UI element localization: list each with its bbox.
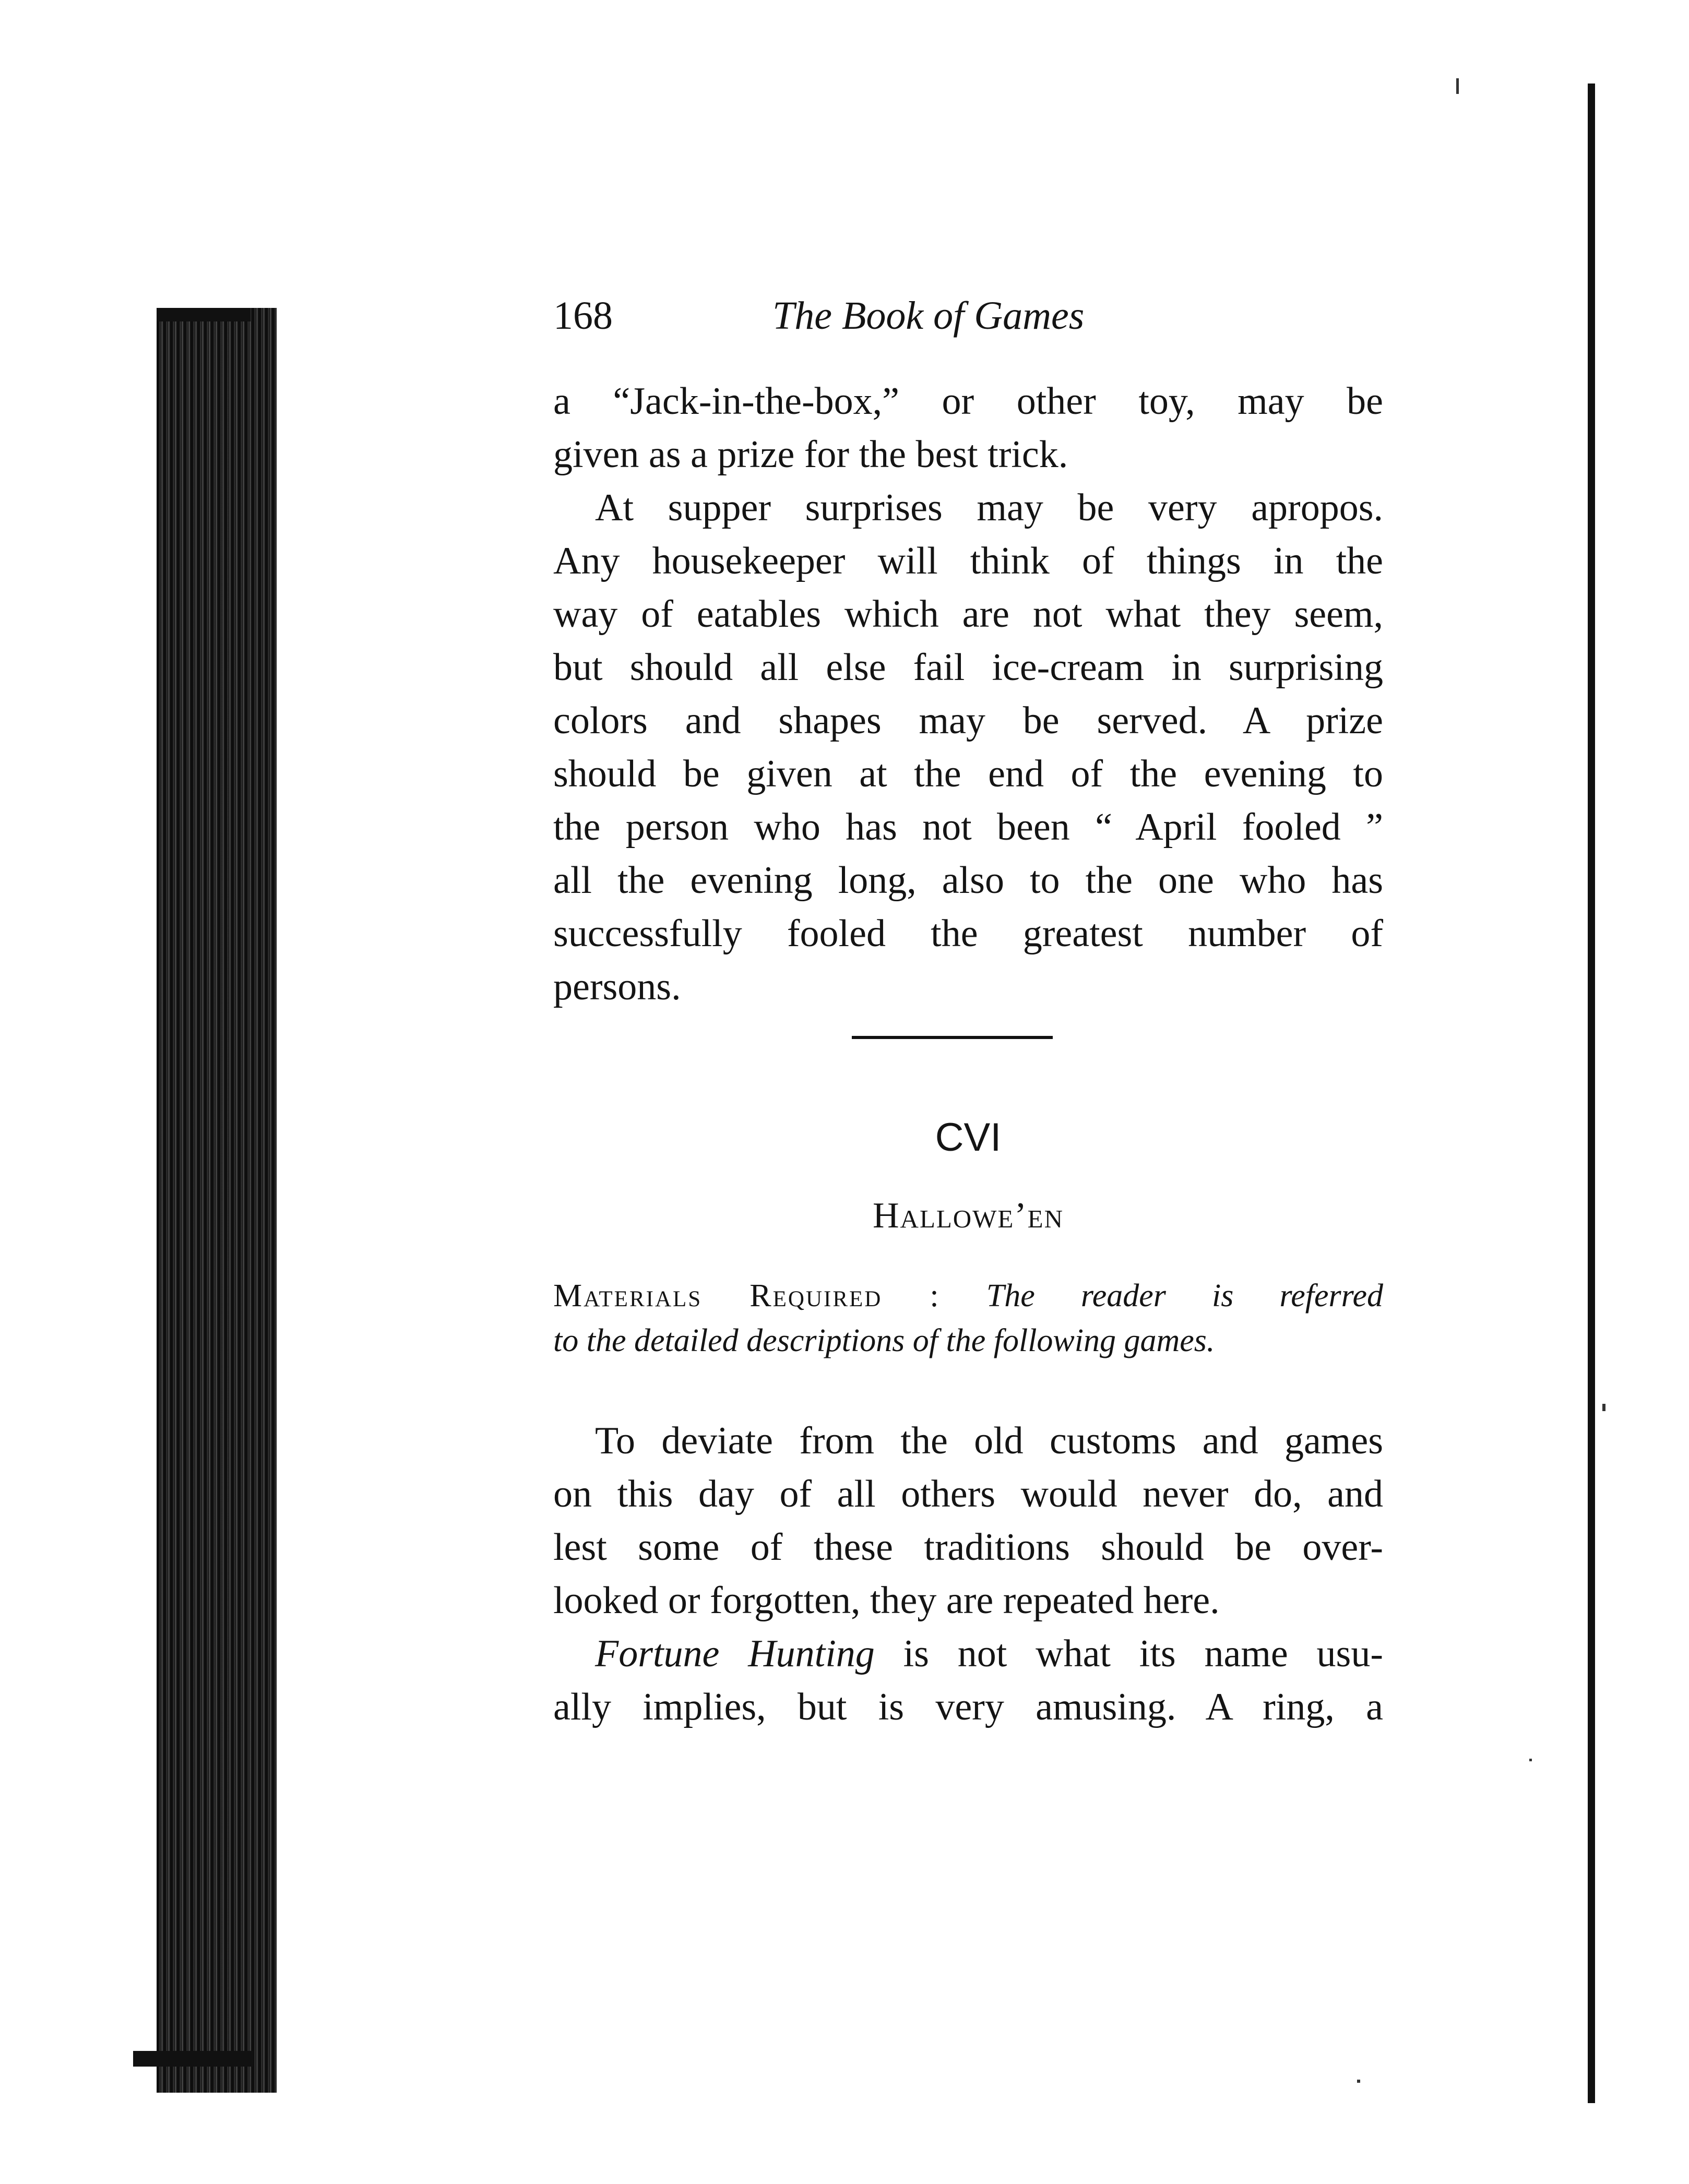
text-line: looked or forgotten, they are repeated here.	[553, 1579, 1220, 1622]
scan-speck	[1529, 1759, 1532, 1761]
text-line: To deviate from the old customs and games	[595, 1419, 1383, 1462]
text-line: should be given at the end of the evening to	[553, 753, 1383, 795]
text-line: but should all else fail ice-cream in surprising	[553, 646, 1383, 689]
text-line: ally implies, but is very amusing. A ring, a	[553, 1686, 1383, 1728]
binding-gutter-shadow	[157, 308, 277, 2093]
paragraph	[553, 481, 1383, 1013]
text-line: all the evening long, also to the one who has	[553, 859, 1383, 902]
materials-text: to the detailed descriptions of the following games.	[553, 1323, 1215, 1358]
text-line: the person who has not been “ April fooled ”	[553, 806, 1383, 849]
page-right-edge	[1588, 83, 1595, 2103]
text-line: successfully fooled the greatest number of	[553, 912, 1383, 955]
text-line	[553, 1627, 1383, 1680]
text-line: persons.	[553, 965, 681, 1008]
paragraph	[553, 375, 1383, 481]
page-header	[553, 287, 1127, 344]
text-line: Any housekeeper will think of things in the	[553, 540, 1383, 582]
paragraph	[553, 1627, 1383, 1734]
section-number: CVI	[935, 1115, 1002, 1160]
text-line: At supper surprises may be very apropos.	[595, 486, 1383, 529]
section-title: Hallowe’en	[873, 1196, 1064, 1236]
text-line: lest some of these traditions should be over-	[553, 1526, 1383, 1569]
text-line: given as a prize for the best trick.	[553, 433, 1068, 476]
text-fragment: is not what its name usu-	[874, 1632, 1383, 1675]
running-head: The Book of Games	[772, 294, 1085, 338]
game-name: Fortune Hunting	[595, 1632, 875, 1675]
text-line: colors and shapes may be served. A prize	[553, 699, 1383, 742]
materials-required	[553, 1273, 1383, 1363]
scan-speck	[1602, 1404, 1605, 1411]
paragraph	[553, 1414, 1383, 1627]
section-body	[553, 1414, 1383, 1734]
scan-speck	[1357, 2080, 1360, 2083]
continued-text	[553, 375, 1383, 1013]
page-number: 168	[553, 294, 613, 338]
text-line: on this day of all others would never do, and	[553, 1473, 1383, 1515]
binding-gutter-foot	[133, 2051, 253, 2067]
binding-gutter-cap	[157, 308, 251, 321]
materials-label: Materials Required :	[553, 1278, 941, 1314]
section-divider	[852, 1036, 1053, 1039]
text-line: a “Jack-in-the-box,” or other toy, may be	[553, 380, 1383, 423]
text-line: way of eatables which are not what they seem,	[553, 593, 1383, 636]
scan-speck	[1456, 78, 1459, 94]
materials-text: The reader is referred	[986, 1278, 1384, 1314]
